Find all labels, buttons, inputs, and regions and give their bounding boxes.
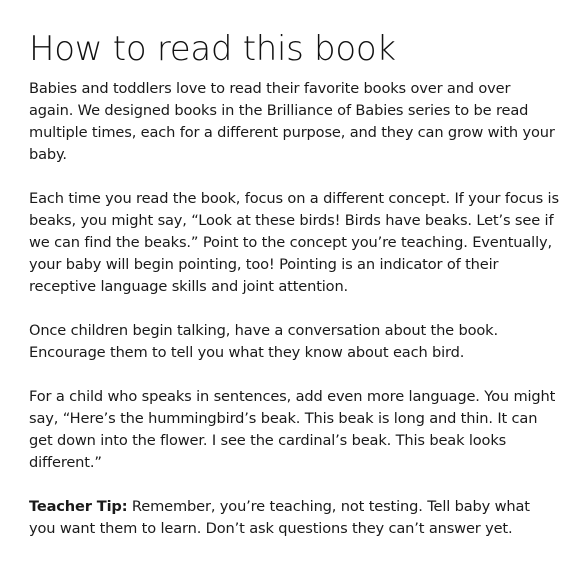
teacher-tip-label: Teacher Tip: bbox=[29, 498, 128, 515]
paragraph-conversation: Once children begin talking, have a conversation about the book. Encourage them to tell you what they know about each bird. bbox=[29, 322, 498, 361]
page-title: How to read this book bbox=[29, 29, 396, 69]
paragraph-sentences: For a child who speaks in sentences, add even more language. You might say, “Here’s the hummingbird’s beak. This beak is long and thin. It can get down into the flower. I see the cardinal’s beak. This beak looks different.” bbox=[29, 388, 556, 471]
teacher-tip bbox=[29, 496, 559, 540]
paragraph-focus-concept: Each time you read the book, focus on a different concept. If your focus is beaks, you might say, “Look at these birds! Birds have beaks. Let’s see if we can find the beaks.” Point to the concept you’re teaching. Eventually, your baby will begin pointing, too! Pointing is an indicator of their receptive language skills and joint attention. bbox=[29, 190, 559, 295]
teacher-tip-text: Remember, you’re teaching, not testing. Tell baby what you want them to learn. Don’t ask questions they can’t answer yet. bbox=[29, 498, 530, 537]
page-content bbox=[29, 26, 559, 562]
paragraph-intro: Babies and toddlers love to read their favorite books over and over again. We designed books in the Brilliance of Babies series to be read multiple times, each for a different purpose, and they can grow with your baby. bbox=[29, 80, 555, 163]
